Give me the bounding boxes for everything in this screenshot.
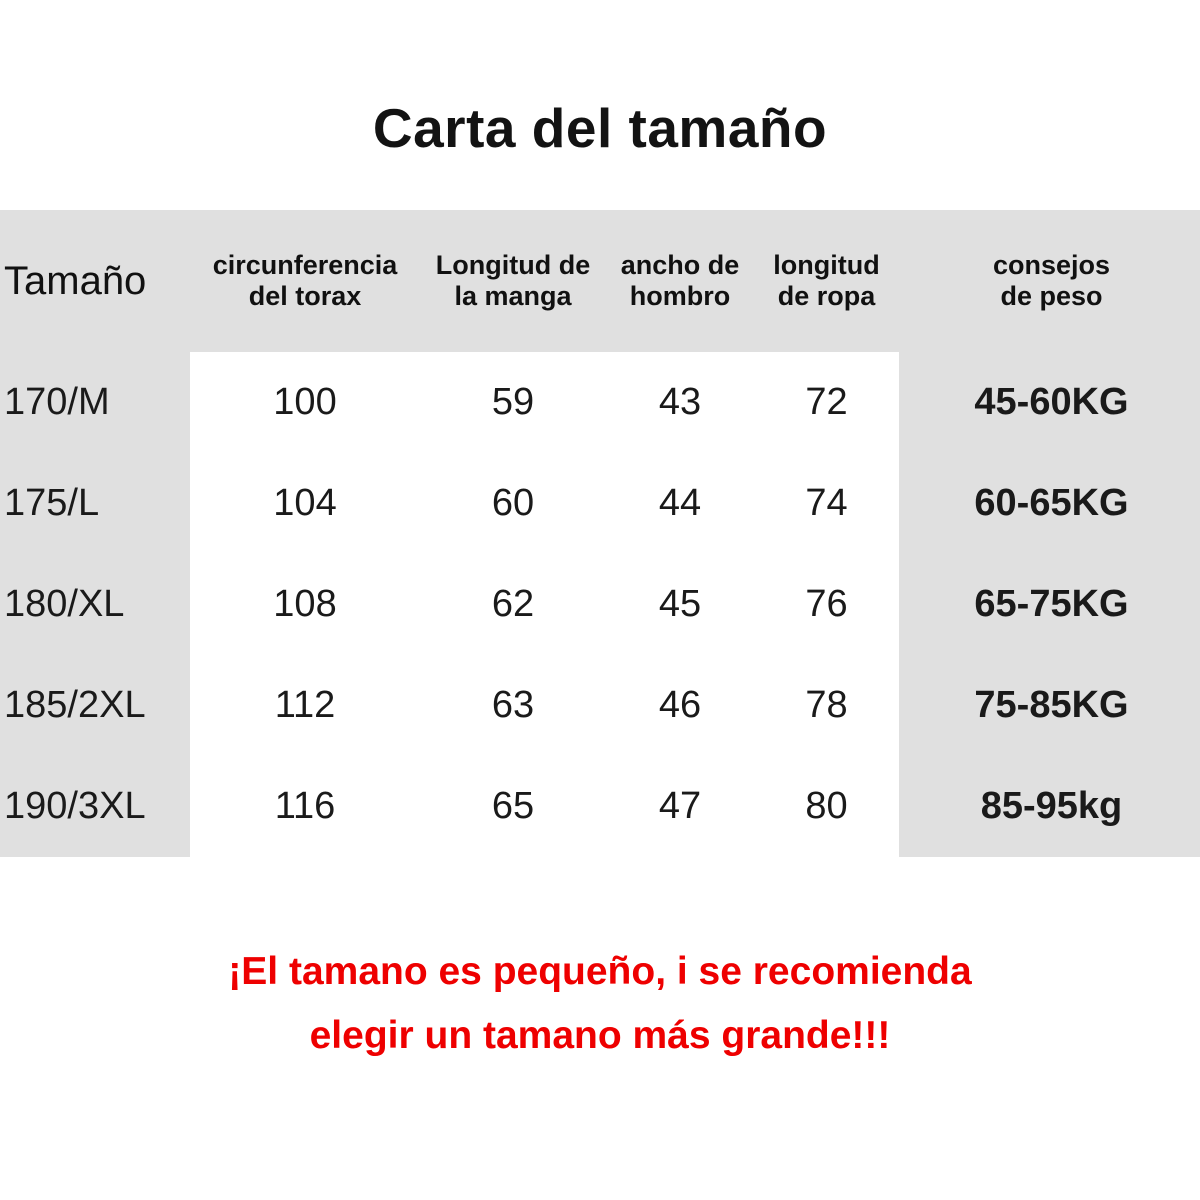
- cell-size: 180/XL: [0, 554, 190, 655]
- column-header-shoulder-line2: hombro: [629, 281, 731, 311]
- column-header-sleeve-line1: Longitud de: [435, 249, 591, 280]
- cell-length: 80: [805, 785, 848, 827]
- cell-chest: 104: [273, 482, 337, 524]
- column-header-chest-line2: del torax: [248, 281, 362, 311]
- cell-length: 74: [805, 482, 848, 524]
- column-header-chest: [190, 210, 420, 352]
- cell-sleeve: 62: [491, 583, 535, 625]
- column-header-length-line2: de ropa: [777, 281, 876, 311]
- cell-length: 72: [805, 381, 848, 423]
- size-chart-table: [0, 210, 1200, 857]
- table-row: [0, 655, 1200, 756]
- table-row: [0, 756, 1200, 857]
- cell-shoulder: 47: [658, 785, 702, 827]
- column-header-chest-line1: circunferencia: [212, 249, 398, 280]
- column-header-length: [754, 210, 899, 352]
- cell-weight: 85-95kg: [899, 756, 1200, 857]
- sizing-warning-line-2: elegir un tamano más grande!!!: [309, 1014, 891, 1058]
- cell-chest: 112: [274, 684, 336, 726]
- size-chart-table-container: [0, 210, 1200, 857]
- cell-size: 185/2XL: [0, 655, 190, 756]
- cell-shoulder: 46: [658, 684, 702, 726]
- cell-length: 76: [805, 583, 848, 625]
- page-title: Carta del tamaño: [372, 97, 828, 159]
- column-header-weight-line2: de peso: [1000, 281, 1103, 311]
- column-header-shoulder-line1: ancho de: [620, 249, 740, 280]
- sizing-warning-note: [0, 940, 1200, 1069]
- cell-length: 78: [805, 684, 848, 726]
- column-header-length-line1: longitud: [773, 249, 880, 280]
- cell-sleeve: 59: [491, 381, 535, 423]
- cell-shoulder: 43: [658, 381, 702, 423]
- column-header-weight: [899, 210, 1200, 352]
- column-header-weight-line1: consejos: [992, 249, 1111, 280]
- cell-size: 190/3XL: [0, 756, 190, 857]
- cell-chest: 108: [273, 583, 337, 625]
- cell-weight: 45-60KG: [899, 352, 1200, 453]
- cell-sleeve: 65: [491, 785, 535, 827]
- table-row: [0, 554, 1200, 655]
- cell-sleeve: 63: [491, 684, 535, 726]
- cell-weight: 75-85KG: [899, 655, 1200, 756]
- table-row: [0, 352, 1200, 453]
- table-header-row: [0, 210, 1200, 352]
- column-header-sleeve: [420, 210, 606, 352]
- cell-size: 170/M: [0, 352, 190, 453]
- cell-chest: 100: [273, 381, 337, 423]
- cell-chest: 116: [274, 785, 336, 827]
- column-header-shoulder: [606, 210, 754, 352]
- cell-size: 175/L: [0, 453, 190, 554]
- column-header-sleeve-line2: la manga: [454, 281, 572, 311]
- cell-weight: 60-65KG: [899, 453, 1200, 554]
- table-row: [0, 453, 1200, 554]
- cell-sleeve: 60: [491, 482, 535, 524]
- cell-shoulder: 44: [658, 482, 702, 524]
- column-header-size: Tamaño: [0, 210, 190, 352]
- cell-shoulder: 45: [658, 583, 702, 625]
- sizing-warning-line-1: ¡El tamano es pequeño, i se recomienda: [228, 950, 972, 993]
- cell-weight: 65-75KG: [899, 554, 1200, 655]
